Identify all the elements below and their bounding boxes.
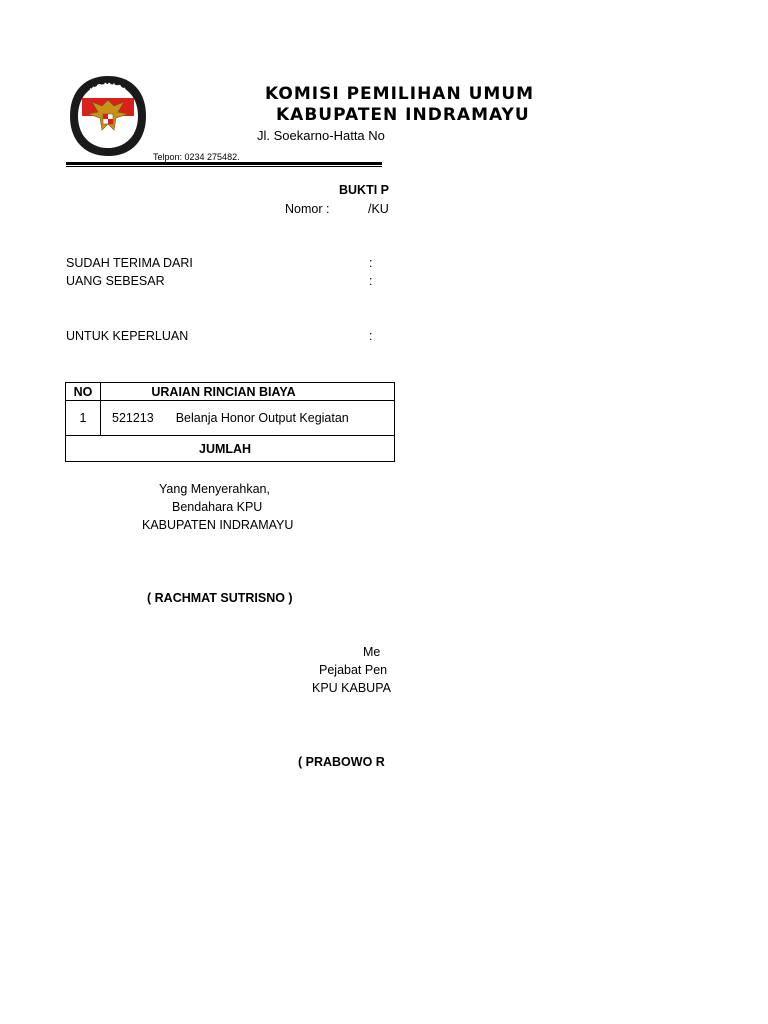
left-signature-line2: Bendahara KPU (172, 500, 263, 514)
org-telephone: Telpon: 0234 275482. (153, 152, 240, 162)
receipt-number-label: Nomor : (285, 202, 330, 216)
row-description (101, 401, 395, 436)
right-signature-line2: Pejabat Pen (319, 663, 388, 677)
table-total-row (66, 436, 395, 462)
table-header-row (66, 383, 395, 401)
field-label-amount: UANG SEBESAR (66, 274, 165, 288)
table-row (66, 401, 395, 436)
column-header-description: URAIAN RINCIAN BIAYA (101, 383, 395, 401)
kpu-logo-icon (68, 74, 148, 158)
right-signature-line3: KPU KABUPA (312, 681, 391, 695)
field-sep-amount: : (369, 274, 373, 288)
org-name-line1: KOMISI PEMILIHAN UMUM (265, 84, 535, 104)
left-signature-line1: Yang Menyerahkan, (159, 482, 270, 496)
total-label: JUMLAH (66, 436, 395, 462)
right-signatory-name: ( PRABOWO R (298, 755, 385, 769)
left-signature-line3: KABUPATEN INDRAMAYU (142, 518, 294, 532)
receipt-title: BUKTI P (339, 183, 389, 197)
field-sep-purpose: : (369, 329, 373, 343)
left-signatory-name: ( RACHMAT SUTRISNO ) (147, 591, 293, 605)
field-label-purpose: UNTUK KEPERLUAN (66, 329, 189, 343)
row-account-desc: Belanja Honor Output Kegiatan (175, 411, 349, 425)
field-label-received-from: SUDAH TERIMA DARI (66, 256, 193, 270)
cost-detail-table (65, 382, 395, 462)
right-signature-line1: Me (363, 645, 381, 659)
header-divider-thick (66, 162, 382, 165)
field-sep-received-from: : (369, 256, 373, 270)
receipt-number-value: /KU (368, 202, 389, 216)
logo-text-top: KOMISI (88, 81, 128, 96)
row-account-code: 521213 (112, 411, 154, 425)
org-address: Jl. Soekarno-Hatta No (257, 128, 385, 143)
logo-text-bottom: PEMILIHAN UMUM (78, 127, 138, 151)
column-header-no: NO (66, 383, 101, 401)
header-divider-thin (66, 166, 382, 167)
org-name-line2: KABUPATEN INDRAMAYU (276, 105, 530, 125)
row-no: 1 (66, 401, 101, 436)
